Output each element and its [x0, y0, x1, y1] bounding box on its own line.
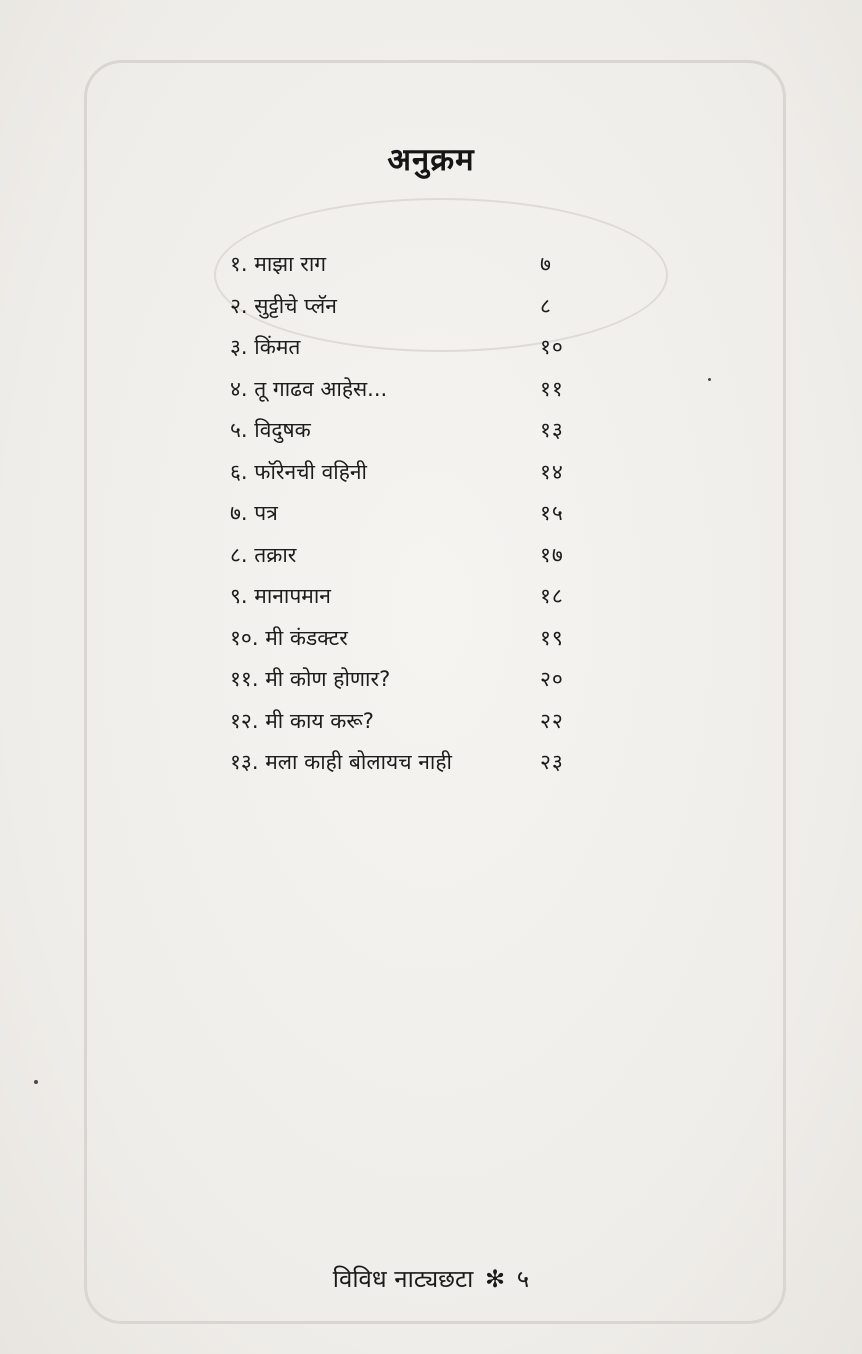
toc-entry-page: ८	[540, 293, 552, 318]
toc-entry	[230, 373, 590, 415]
toc-entry-title: १२. मी काय करू?	[230, 708, 374, 733]
toc-entry	[230, 622, 590, 664]
toc-entry	[230, 414, 590, 456]
asterisk-ornament-icon: ✻	[484, 1265, 506, 1293]
toc-entry-page: १०	[540, 335, 564, 359]
table-of-contents	[230, 248, 590, 788]
toc-entry-title: १०. मी कंडक्टर	[230, 625, 348, 650]
toc-entry-title: ३. किंमत	[230, 335, 301, 359]
toc-entry-title: ५. विदुषक	[230, 418, 311, 442]
toc-entry-title: ८. तक्रार	[230, 542, 297, 567]
toc-entry-page: ११	[540, 376, 564, 401]
toc-entry-title: ७. पत्र	[230, 501, 278, 525]
toc-entry	[230, 539, 590, 581]
toc-entry-page: १३	[540, 418, 564, 442]
toc-entry	[230, 331, 590, 373]
footer-page-number: ५	[516, 1265, 530, 1293]
toc-entry-page: १७	[540, 542, 564, 567]
page-footer	[0, 1262, 862, 1295]
toc-entry-title: ९. मानापमान	[230, 584, 331, 608]
toc-entry	[230, 580, 590, 622]
toc-entry	[230, 497, 590, 539]
toc-entry-page: २२	[540, 708, 564, 733]
footer-book-title: विविध नाट्यछटा	[332, 1265, 474, 1293]
contents-heading: अनुक्रम	[387, 142, 475, 178]
toc-entry-page: २३	[540, 750, 564, 774]
toc-entry	[230, 705, 590, 747]
toc-entry-page: १८	[540, 584, 564, 608]
toc-entry-page: १४	[540, 459, 564, 484]
toc-entry-page: ७	[540, 252, 552, 276]
toc-entry	[230, 663, 590, 705]
toc-entry-page: १९	[540, 625, 564, 650]
toc-entry-page: १५	[540, 501, 564, 525]
toc-entry-title: २. सुट्टीचे प्लॅन	[230, 293, 337, 318]
toc-entry	[230, 248, 590, 290]
toc-entry-title: १३. मला काही बोलायच नाही	[230, 750, 452, 774]
toc-entry	[230, 290, 590, 332]
toc-entry	[230, 456, 590, 498]
toc-entry-title: ११. मी कोण होणार?	[230, 667, 391, 691]
toc-entry	[230, 746, 590, 788]
toc-entry-title: ६. फॉरेनची वहिनी	[230, 459, 367, 484]
toc-entry-title: १. माझा राग	[230, 252, 327, 276]
toc-entry-title: ४. तू गाढव आहेस...	[230, 376, 388, 401]
toc-entry-page: २०	[540, 667, 564, 691]
ink-speck	[34, 1080, 38, 1084]
ink-speck	[708, 378, 711, 381]
